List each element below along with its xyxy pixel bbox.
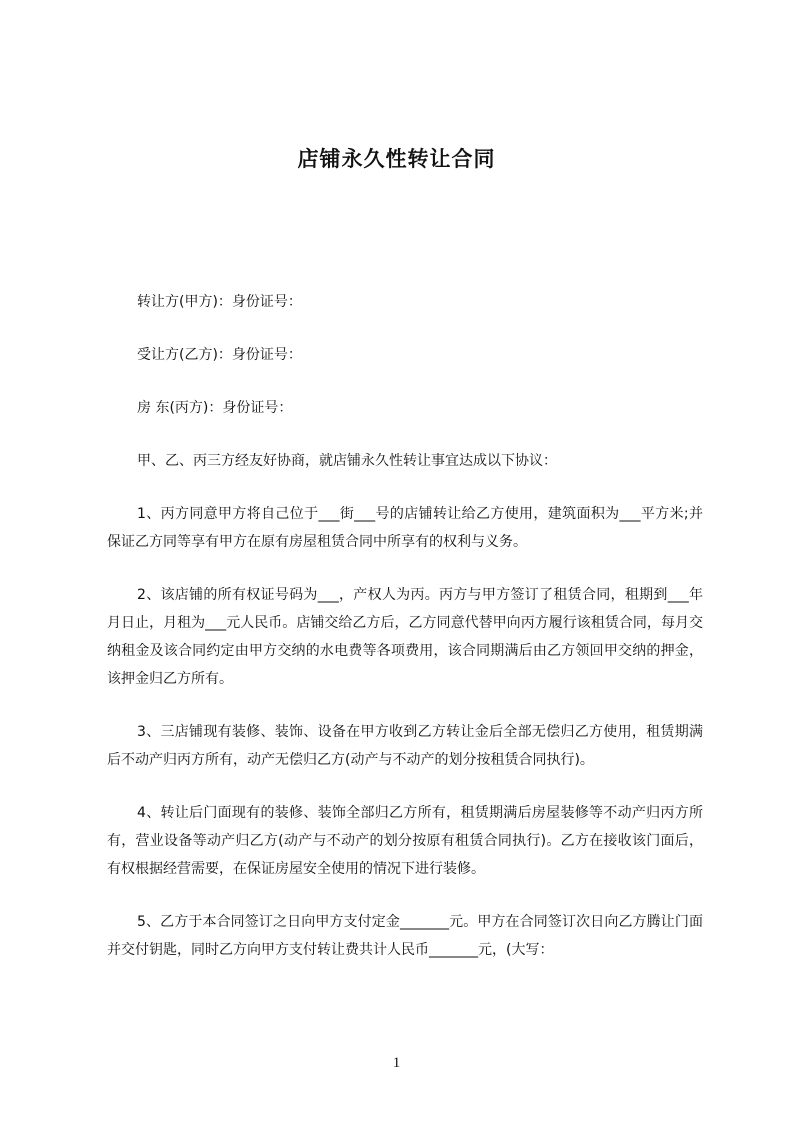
document-title: 店铺永久性转让合同 [297,147,496,171]
clause-4: 4、转让后门面现有的装修、装饰全部归乙方所有，租赁期满后房屋装修等不动产归丙方所有，营业设备等动产归乙方(动产与不动产的划分按原有租赁合同执行)。乙方在接收该门面后，有权根据经营需要，在保证房屋安全使用的情况下进行装修。 [107,805,703,877]
page-number: 1 [392,1055,401,1071]
agreement-intro: 甲、乙、丙三方经友好协商，就店铺永久性转让事宜达成以下协议： [137,453,557,469]
clause-1: 1、丙方同意甲方将自己位于___街___号的店铺转让给乙方使用，建筑面积为___平方米;并保证乙方同等享有甲方在原有房屋租赁合同中所享有的权利与义务。 [107,506,703,550]
clause-3: 3、三店铺现有装修、装饰、设备在甲方收到乙方转让金后全部无偿归乙方使用，租赁期满后不动产归丙方所有，动产无偿归乙方(动产与不动产的划分按租赁合同执行)。 [107,724,703,768]
transferor-line: 转让方(甲方)：身份证号： [137,294,302,310]
clause-2: 2、该店铺的所有权证号码为___，产权人为丙。丙方与甲方签订了租赁合同，租期到___年月日止，月租为___元人民币。店铺交给乙方后，乙方同意代替甲向丙方履行该租赁合同，每月交纳租金及该合同约定由甲方交纳的水电费等各项费用，该合同期满后由乙方领回甲交纳的押金，该押金归乙方所有。 [107,587,703,687]
transferee-line: 受让方(乙方)：身份证号： [137,347,302,363]
document-body [107,288,703,989]
clause-5: 5、乙方于本合同签订之日向甲方支付定金_______元。甲方在合同签订次日向乙方腾让门面并交付钥匙，同时乙方向甲方支付转让费共计人民币_______元，(大写： [107,914,703,958]
landlord-line: 房 东(丙方)：身份证号： [137,400,293,416]
